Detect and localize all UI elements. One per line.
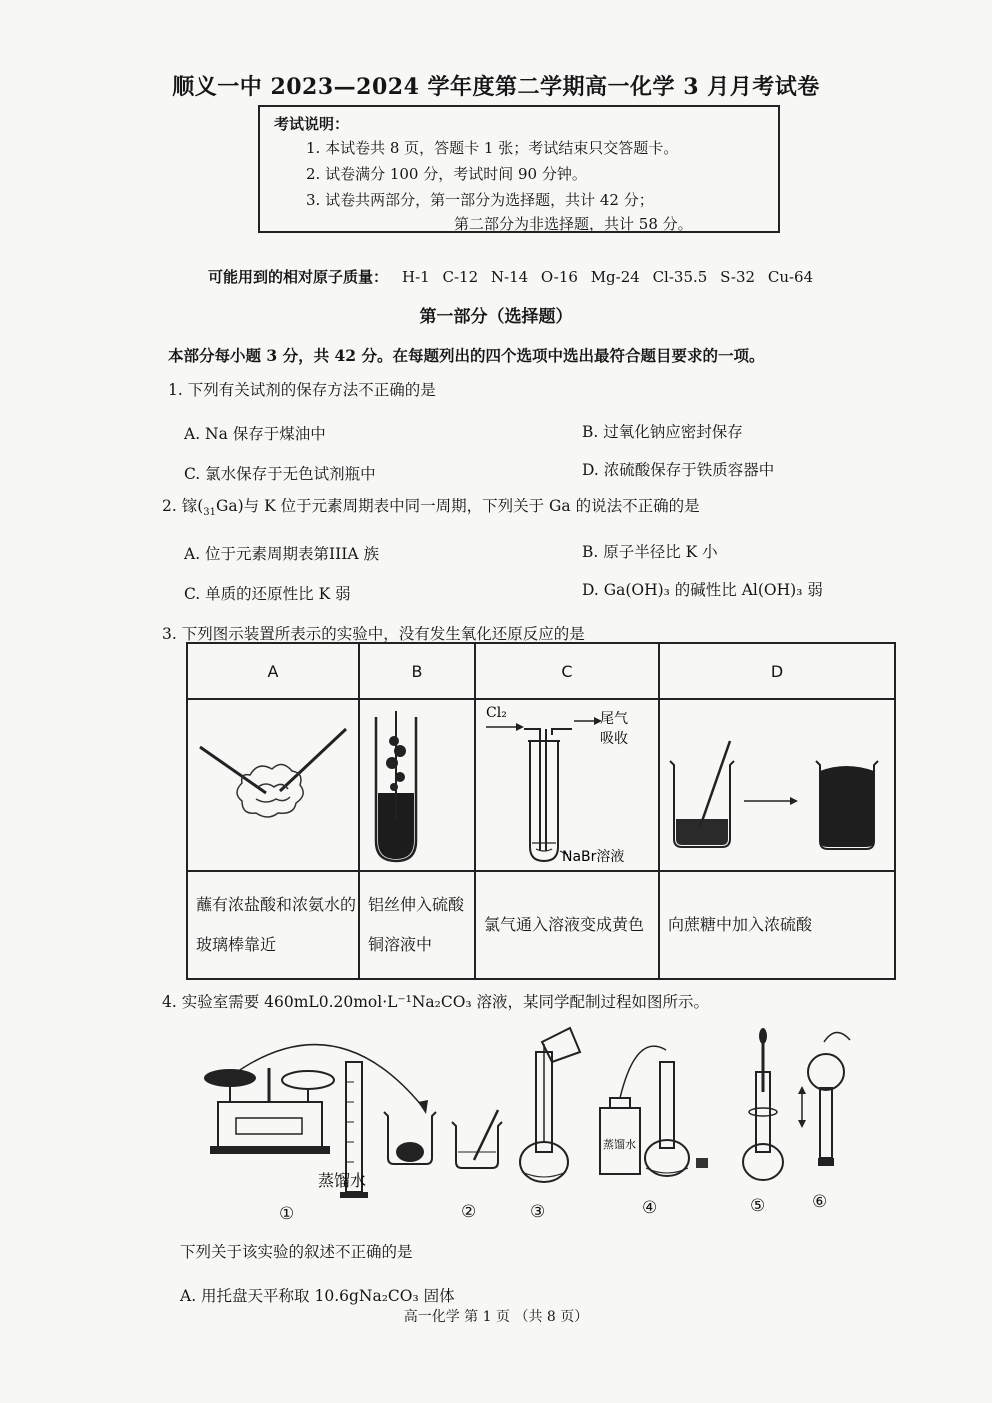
atomic-masses-label: 可能用到的相对原子质量： [208,268,389,286]
q1-option-a: A. Na 保存于煤油中 [184,425,326,443]
atomic-masses-values: H-1 C-12 N-14 O-16 Mg-24 Cl-35.5 S-32 Cu-64 [402,268,814,286]
q4-stem: 4. 实验室需要 460mL0.20mol·L⁻¹Na₂CO₃ 溶液，某同学配制过程如图所示。 [162,993,710,1011]
balance-icon [204,1068,334,1154]
q2-option-c: C. 单质的还原性比 K 弱 [184,585,351,603]
exam-notice-item: 3. 试卷共两部分，第一部分为选择题，共计 42 分； [306,191,654,209]
beaker-stirring-icon [452,1110,502,1168]
step-label-5: ⑤ [750,1196,766,1216]
q3-desc-d: 向蔗糖中加入浓硫酸 [659,871,895,979]
step-label-2: ② [461,1202,477,1222]
step-label-6: ⑥ [812,1192,828,1212]
q4-followup: 下列关于该实验的叙述不正确的是 [180,1243,413,1261]
solution-preparation-figure [196,1022,876,1222]
q2-option-a: A. 位于元素周期表第IIIA 族 [184,545,380,563]
test-tube-al-wire-icon [360,701,474,869]
q3-figure-b [359,699,475,871]
q2-stem [162,494,700,518]
q3-figure-a [187,699,359,871]
exam-notice-item: 2. 试卷满分 100 分，考试时间 90 分钟。 [306,165,587,183]
q3-figure-c [475,699,659,871]
exam-notice-item: 1. 本试卷共 8 页，答题卡 1 张；考试结束只交答题卡。 [306,139,679,157]
step-label-3: ③ [530,1202,546,1222]
q1-stem: 1. 下列有关试剂的保存方法不正确的是 [168,381,436,399]
shaking-flask-icon [798,1032,850,1166]
beaker-sucrose-icon [660,701,894,869]
q2-stem-rest: Ga)与 K 位于元素周期表中同一周期，下列关于 Ga 的说法不正确的是 [216,497,700,515]
volumetric-flask-icon [645,1062,708,1176]
q3-desc-c: 氯气通入溶液变成黄色 [475,871,659,979]
q3-figure-d [659,699,895,871]
q4-option-a: A. 用托盘天平称取 10.6gNa₂CO₃ 固体 [180,1287,455,1305]
exam-title: 顺义一中 2023—2024 学年度第二学期高一化学 3 月月考试卷 [172,74,820,100]
part1-title: 第一部分（选择题） [419,307,573,327]
atomic-masses [208,266,813,287]
volumetric-flask-pouring-icon [520,1028,580,1182]
beaker-with-solid-icon [384,1112,436,1164]
q3-header-a: A [187,643,359,699]
q2-atomic-number: 31 [203,507,216,519]
c-gas-label: Cl₂ [486,705,507,721]
c-tail-label: 尾气 [600,711,628,727]
step-label-4: ④ [642,1198,658,1218]
q1-option-c: C. 氯水保存于无色试剂瓶中 [184,465,376,483]
q1-option-d: D. 浓硫酸保存于铁质容器中 [582,461,775,479]
q2-option-b: B. 原子半径比 K 小 [582,543,718,561]
q2-stem-prefix: 2. 镓( [162,497,204,515]
q2-option-d: D. Ga(OH)₃ 的碱性比 Al(OH)₃ 弱 [582,581,823,599]
q3-desc-b: 铝丝伸入硫酸铜溶液中 [359,871,475,979]
q1-option-b: B. 过氧化钠应密封保存 [582,423,743,441]
water-label: 蒸馏水 [318,1171,367,1190]
c-tail-label: 吸收 [600,731,628,747]
glass-rods-smoke-icon [188,701,358,869]
q3-experiment-table [186,642,896,980]
q3-header-d: D [659,643,895,699]
exam-notice-item: 第二部分为非选择题，共计 58 分。 [454,215,693,233]
chlorine-bubbler-icon [476,701,658,869]
wash-bottle-icon [600,1046,666,1174]
bottle-label: 蒸馏水 [603,1138,636,1151]
q3-header-c: C [475,643,659,699]
part1-instruction: 本部分每小题 3 分，共 42 分。在每题列出的四个选项中选出最符合题目要求的一项。 [168,346,765,365]
dropper-flask-icon [743,1028,783,1180]
exam-notice-heading: 考试说明： [274,115,350,133]
page-footer: 高一化学 第 1 页 （共 8 页） [403,1309,589,1325]
exam-notice-box [258,105,780,233]
q3-header-b: B [359,643,475,699]
c-solution-label: NaBr溶液 [562,849,625,865]
q3-stem: 3. 下列图示装置所表示的实验中，没有发生氧化还原反应的是 [162,625,585,643]
step-label-1: ① [279,1204,295,1224]
q3-desc-a: 蘸有浓盐酸和浓氨水的玻璃棒靠近 [187,871,359,979]
